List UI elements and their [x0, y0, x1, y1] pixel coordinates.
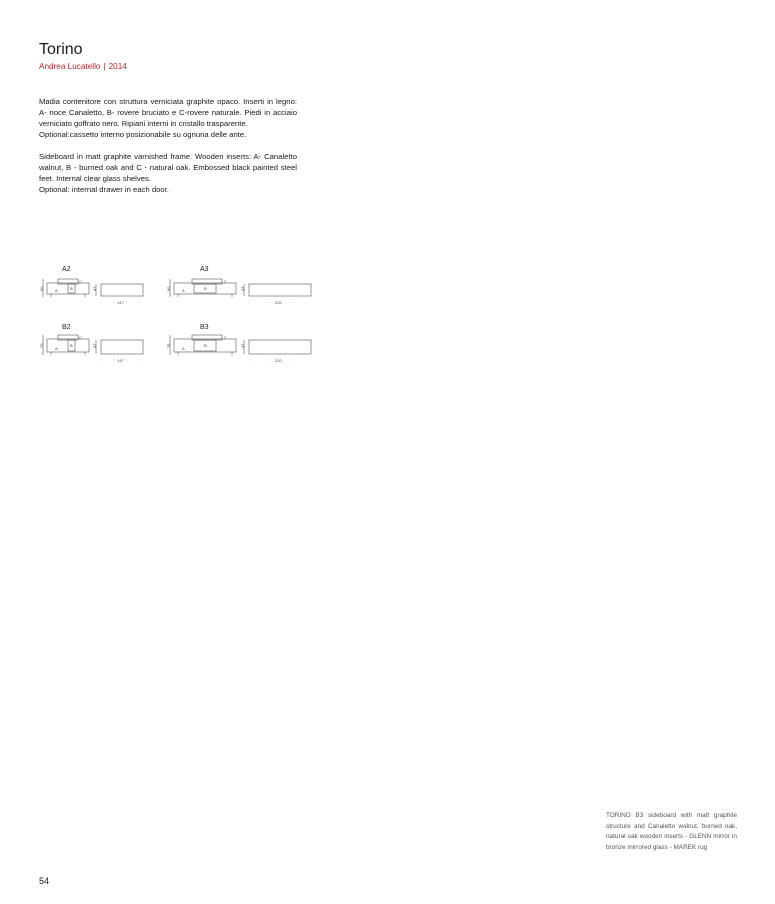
drawing-code: B3	[200, 324, 209, 331]
width-label: 220	[275, 358, 282, 363]
height-label: 75	[39, 343, 44, 348]
depth-label: 47	[92, 286, 97, 291]
insert-label-c: C	[79, 335, 82, 340]
year: 2014	[108, 62, 127, 71]
technical-drawings	[30, 262, 330, 372]
photo-caption: TORINO B3 sideboard with matt graphite structure and Canaletto walnut, burned oak, natural oak wooden inserts - GLENN mirror in bronze mirrored glass - MAREK rug	[606, 812, 737, 851]
separator: |	[103, 62, 106, 71]
height-label: 60	[166, 286, 171, 291]
drawing-a2	[39, 266, 143, 305]
drawing-code: B2	[62, 324, 71, 331]
product-title: Torino	[39, 41, 83, 58]
depth-label: 47	[240, 286, 245, 291]
insert-label-b: B	[70, 343, 73, 348]
insert-label-b: B	[204, 286, 207, 291]
drawing-code: A2	[62, 266, 71, 273]
width-label: 147	[117, 300, 124, 305]
description-en-2: Optional: internal drawer in each door.	[39, 185, 169, 194]
drawing-b3	[166, 324, 311, 363]
drawing-a3	[166, 266, 311, 305]
width-label: 220	[275, 300, 282, 305]
drawing-b2	[39, 324, 143, 363]
drawing-code: A3	[200, 266, 209, 273]
designer-name: Andrea Lucatello	[39, 62, 101, 71]
page-number: 54	[39, 876, 50, 886]
insert-label-c: C	[79, 279, 82, 284]
insert-label-a: A	[182, 346, 185, 351]
width-label: 147	[117, 358, 124, 363]
insert-label-b: B	[204, 343, 207, 348]
height-label: 60	[39, 286, 44, 291]
insert-label-c: C	[224, 279, 227, 284]
description-en-1: Sideboard in matt graphite varnished frame. Wooden inserts: A- Canaletto walnut, B - burned oak and C - natural oak. Embossed black painted steel feet. Internal clear glass shelves.	[39, 152, 297, 183]
insert-label-a: A	[182, 288, 185, 293]
insert-label-b: B	[70, 286, 73, 291]
depth-label: 47	[240, 343, 245, 348]
insert-label-a: A	[55, 288, 58, 293]
insert-label-c: C	[224, 335, 227, 340]
description-it-1: Madia contenitore con struttura verniciata graphite opaco. Inserti in legno: A- noce Canaletto, B- rovere bruciato e C-rovere naturale. Piedi in acciaio verniciato goffrato nero. Ripiani interni in cristallo trasparente.	[39, 97, 297, 128]
designer-line	[39, 62, 127, 71]
description	[39, 96, 297, 195]
depth-label: 47	[92, 343, 97, 348]
description-it-2: Optional:cassetto interno posizionabile su ognuna delle ante.	[39, 130, 247, 139]
insert-label-a: A	[55, 346, 58, 351]
height-label: 75	[166, 343, 171, 348]
